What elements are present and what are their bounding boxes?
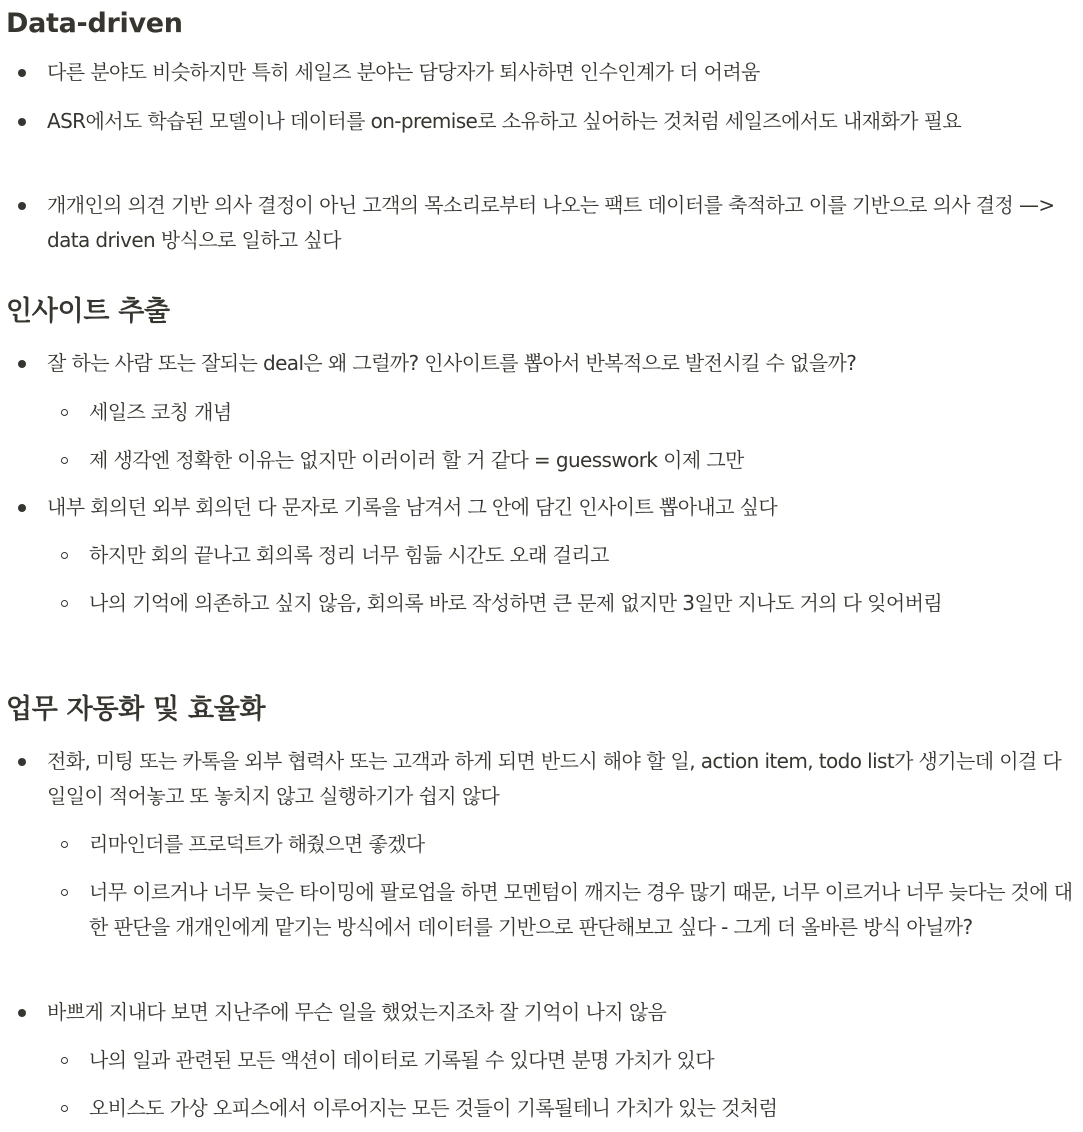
bullet-dot-icon xyxy=(18,202,26,210)
bullet-text: 리마인더를 프로덕트가 해줬으면 좋겠다 xyxy=(89,832,425,856)
bullet-text: 오비스도 가상 오피스에서 이루어지는 모든 것들이 기록될테니 가치가 있는 것처럼 xyxy=(89,1096,778,1120)
bullet-text: 너무 이르거나 너무 늦은 타이밍에 팔로업을 하면 모멘텀이 깨지는 경우 많기 때문, 너무 이르거나 너무 늦다는 것에 대한 판단을 개개인에게 맡기는 방식에서 데이터를 기반으로 판단해보고 싶다 - 그게 더 올바른 방식 아닐까? xyxy=(89,880,1073,939)
bullet-item xyxy=(47,346,1075,381)
sub-bullet-item xyxy=(89,443,1075,478)
bullet-circle-icon xyxy=(61,457,68,464)
heading-work-automation: 업무 자동화 및 효율화 xyxy=(6,694,266,725)
sub-bullet-item xyxy=(89,827,1075,862)
heading-data-driven: Data-driven xyxy=(6,8,183,39)
bullet-text: 내부 회의던 외부 회의던 다 문자로 기록을 남겨서 그 안에 담긴 인사이트 뽑아내고 싶다 xyxy=(47,495,778,519)
bullet-item xyxy=(47,104,1075,139)
bullet-text: 나의 기억에 의존하고 싶지 않음, 회의록 바로 작성하면 큰 문제 없지만 3일만 지나도 거의 다 잊어버림 xyxy=(89,591,943,615)
bullet-circle-icon xyxy=(61,1105,68,1112)
bullet-text: 세일즈 코칭 개념 xyxy=(89,400,232,424)
bullet-item xyxy=(47,744,1075,814)
bullet-text: 제 생각엔 정확한 이유는 없지만 이러이러 할 거 같다 = guesswork 이제 그만 xyxy=(89,448,744,472)
bullet-circle-icon xyxy=(61,409,68,416)
bullet-dot-icon xyxy=(18,1009,26,1017)
bullet-text: 나의 일과 관련된 모든 액션이 데이터로 기록될 수 있다면 분명 가치가 있다 xyxy=(89,1048,714,1072)
sub-bullet-item xyxy=(89,395,1075,430)
bullet-item xyxy=(47,995,1075,1030)
bullet-dot-icon xyxy=(18,360,26,368)
bullet-circle-icon xyxy=(61,552,68,559)
bullet-text: 전화, 미팅 또는 카톡을 외부 협력사 또는 고객과 하게 되면 반드시 해야 할 일, action item, todo list가 생기는데 이걸 다 일일이 적어놓고 또 놓치지 않고 실행하기가 쉽지 않다 xyxy=(47,749,1062,808)
sub-bullet-item xyxy=(89,1043,1075,1078)
bullet-item xyxy=(47,55,1075,90)
bullet-text: ASR에서도 학습된 모델이나 데이터를 on-premise로 소유하고 싶어하는 것처럼 세일즈에서도 내재화가 필요 xyxy=(47,109,962,133)
bullet-item xyxy=(47,188,1075,258)
bullet-circle-icon xyxy=(61,889,68,896)
sub-bullet-item xyxy=(89,1091,1075,1126)
bullet-dot-icon xyxy=(18,69,26,77)
bullet-circle-icon xyxy=(61,841,68,848)
bullet-text: 개개인의 의견 기반 의사 결정이 아닌 고객의 목소리로부터 나오는 팩트 데이터를 축적하고 이를 기반으로 의사 결정 —> data driven 방식으로 일하고 싶다 xyxy=(47,193,1055,252)
sub-bullet-item xyxy=(89,538,1075,573)
sub-bullet-item xyxy=(89,875,1075,945)
sub-bullet-item xyxy=(89,586,1075,621)
heading-insight-extraction: 인사이트 추출 xyxy=(6,296,170,327)
bullet-text: 하지만 회의 끝나고 회의록 정리 너무 힘듦 시간도 오래 걸리고 xyxy=(89,543,609,567)
bullet-item xyxy=(47,490,1075,525)
bullet-circle-icon xyxy=(61,600,68,607)
bullet-dot-icon xyxy=(18,118,26,126)
bullet-circle-icon xyxy=(61,1057,68,1064)
bullet-text: 바쁘게 지내다 보면 지난주에 무슨 일을 했었는지조차 잘 기억이 나지 않음 xyxy=(47,1000,667,1024)
bullet-dot-icon xyxy=(18,758,26,766)
bullet-text: 다른 분야도 비슷하지만 특히 세일즈 분야는 담당자가 퇴사하면 인수인계가 더 어려움 xyxy=(47,60,760,84)
bullet-text: 잘 하는 사람 또는 잘되는 deal은 왜 그럴까? 인사이트를 뽑아서 반복적으로 발전시킬 수 없을까? xyxy=(47,351,857,375)
bullet-dot-icon xyxy=(18,504,26,512)
